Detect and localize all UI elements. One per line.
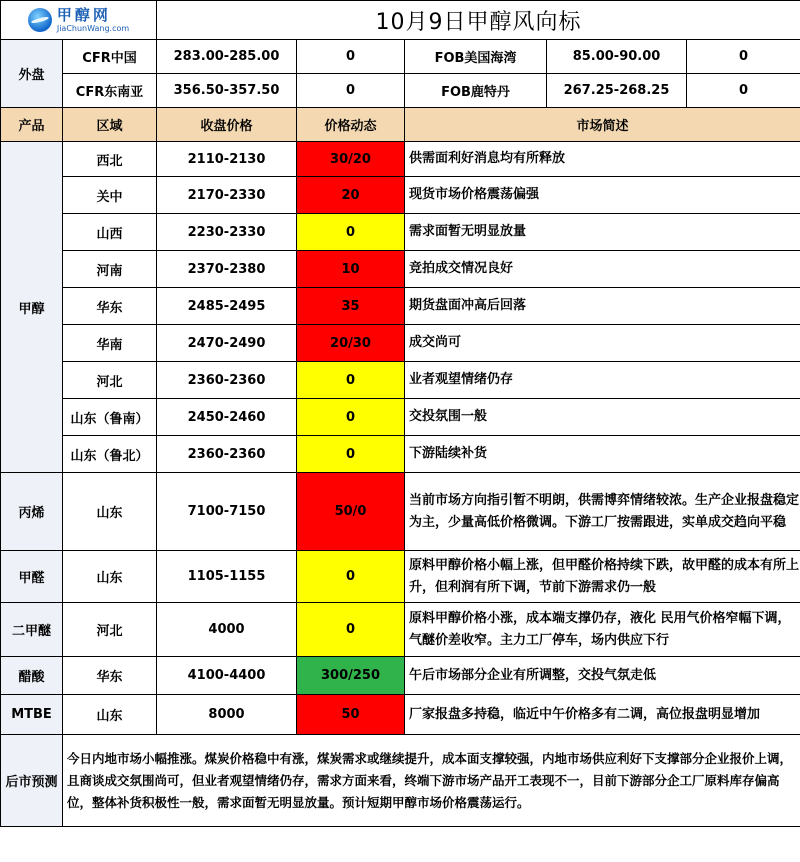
header-region: 区域 — [63, 108, 157, 142]
product-label: 二甲醚 — [1, 603, 63, 657]
price-cell: 8000 — [157, 695, 297, 735]
region-cell: 山东 — [63, 551, 157, 603]
desc-cell: 原料甲醇价格小涨，成本端支撑仍存，液化 民用气价格窄幅下调，气醚价差收窄。主力工厂停车，场内供应下行 — [405, 603, 800, 657]
price-cell: 2360-2360 — [157, 436, 297, 473]
other-products-section — [1, 473, 800, 735]
change-cell: 30/20 — [297, 142, 405, 177]
price-cell: 2110-2130 — [157, 142, 297, 177]
region-cell: 河北 — [63, 362, 157, 399]
overseas-price: 85.00-90.00 — [547, 40, 687, 74]
region-cell: 华东 — [63, 288, 157, 325]
region-cell: 河南 — [63, 251, 157, 288]
change-cell: 50 — [297, 695, 405, 735]
change-cell: 0 — [297, 436, 405, 473]
desc-cell: 现货市场价格震荡偏强 — [405, 177, 800, 214]
region-cell: 山西 — [63, 214, 157, 251]
overseas-name: CFR东南亚 — [63, 74, 157, 108]
desc-cell: 供需面利好消息均有所释放 — [405, 142, 800, 177]
change-cell: 0 — [297, 603, 405, 657]
price-cell: 4000 — [157, 603, 297, 657]
methanol-row — [1, 214, 800, 251]
change-cell: 0 — [297, 214, 405, 251]
region-cell: 山东（鲁北） — [63, 436, 157, 473]
price-cell: 2360-2360 — [157, 362, 297, 399]
change-cell: 35 — [297, 288, 405, 325]
product-label: 甲醇 — [1, 142, 63, 473]
desc-cell: 成交尚可 — [405, 325, 800, 362]
forecast-text: 今日内地市场小幅推涨。煤炭价格稳中有涨，煤炭需求或继续提升，成本面支撑较强，内地市场供应利好下支撑部分企业报价上调，且商谈成交氛围尚可，但业者观望情绪仍存，需求方面来看，终端下游市场产品开工表现不一，目前下游部分企工厂原料库存偏高位，整体补货积极性一般，需求面暂无明显放量。预计短期甲醇市场价格震荡运行。 — [63, 735, 800, 827]
change-cell: 300/250 — [297, 657, 405, 695]
logo — [1, 1, 157, 40]
desc-cell: 业者观望情绪仍存 — [405, 362, 800, 399]
page-title: 10月9日甲醇风向标 — [157, 1, 800, 40]
product-label: MTBE — [1, 695, 63, 735]
header-desc: 市场简述 — [405, 108, 800, 142]
desc-cell: 下游陆续补货 — [405, 436, 800, 473]
change-cell: 20 — [297, 177, 405, 214]
region-cell: 华南 — [63, 325, 157, 362]
desc-cell: 午后市场部分企业有所调整，交投气氛走低 — [405, 657, 800, 695]
desc-cell: 厂家报盘多持稳，临近中午价格多有二调，高位报盘明显增加 — [405, 695, 800, 735]
overseas-price: 356.50-357.50 — [157, 74, 297, 108]
region-cell: 西北 — [63, 142, 157, 177]
methanol-row — [1, 399, 800, 436]
product-label: 丙烯 — [1, 473, 63, 551]
logo-url: JiaChunWang.com — [56, 23, 130, 33]
desc-cell: 交投氛围一般 — [405, 399, 800, 436]
overseas-price: 283.00-285.00 — [157, 40, 297, 74]
overseas-change: 0 — [687, 74, 800, 108]
price-cell: 2485-2495 — [157, 288, 297, 325]
overseas-change: 0 — [687, 40, 800, 74]
price-cell: 2370-2380 — [157, 251, 297, 288]
overseas-name: CFR中国 — [63, 40, 157, 74]
logo-name: 甲醇网 — [56, 5, 111, 24]
overseas-change: 0 — [297, 40, 405, 74]
region-cell: 关中 — [63, 177, 157, 214]
change-cell: 10 — [297, 251, 405, 288]
methanol-section — [1, 142, 800, 473]
overseas-price: 267.25-268.25 — [547, 74, 687, 108]
methanol-row — [1, 142, 800, 177]
product-row — [1, 473, 800, 551]
price-cell: 2170-2330 — [157, 177, 297, 214]
price-cell: 1105-1155 — [157, 551, 297, 603]
change-cell: 20/30 — [297, 325, 405, 362]
globe-icon — [28, 8, 52, 32]
price-cell: 2470-2490 — [157, 325, 297, 362]
desc-cell: 期货盘面冲高后回落 — [405, 288, 800, 325]
methanol-row — [1, 288, 800, 325]
region-cell: 河北 — [63, 603, 157, 657]
overseas-change: 0 — [297, 74, 405, 108]
region-cell: 山东 — [63, 473, 157, 551]
desc-cell: 当前市场方向指引暂不明朗，供需博弈情绪较浓。生产企业报盘稳定为主，少量高低价格微调。下游工厂按需跟进，实单成交趋向平稳 — [405, 473, 800, 551]
change-cell: 0 — [297, 399, 405, 436]
region-cell: 华东 — [63, 657, 157, 695]
desc-cell: 需求面暂无明显放量 — [405, 214, 800, 251]
product-label: 甲醛 — [1, 551, 63, 603]
product-label: 醋酸 — [1, 657, 63, 695]
price-cell: 4100-4400 — [157, 657, 297, 695]
region-cell: 山东（鲁南） — [63, 399, 157, 436]
change-cell: 0 — [297, 551, 405, 603]
methanol-row — [1, 362, 800, 399]
change-cell: 50/0 — [297, 473, 405, 551]
desc-cell: 竞拍成交情况良好 — [405, 251, 800, 288]
methanol-row — [1, 251, 800, 288]
price-cell: 7100-7150 — [157, 473, 297, 551]
overseas-name: FOB鹿特丹 — [405, 74, 547, 108]
methanol-row — [1, 436, 800, 473]
product-row — [1, 603, 800, 657]
forecast-label: 后市预测 — [1, 735, 63, 827]
methanol-row — [1, 177, 800, 214]
methanol-row — [1, 325, 800, 362]
product-row — [1, 695, 800, 735]
product-row — [1, 657, 800, 695]
overseas-label: 外盘 — [1, 40, 63, 108]
price-cell: 2450-2460 — [157, 399, 297, 436]
header-price: 收盘价格 — [157, 108, 297, 142]
header-product: 产品 — [1, 108, 63, 142]
header-change: 价格动态 — [297, 108, 405, 142]
price-cell: 2230-2330 — [157, 214, 297, 251]
desc-cell: 原料甲醇价格小幅上涨，但甲醛价格持续下跌，故甲醛的成本有所上升，但利润有所下调，节前下游需求仍一般 — [405, 551, 800, 603]
region-cell: 山东 — [63, 695, 157, 735]
overseas-name: FOB美国海湾 — [405, 40, 547, 74]
change-cell: 0 — [297, 362, 405, 399]
product-row — [1, 551, 800, 603]
